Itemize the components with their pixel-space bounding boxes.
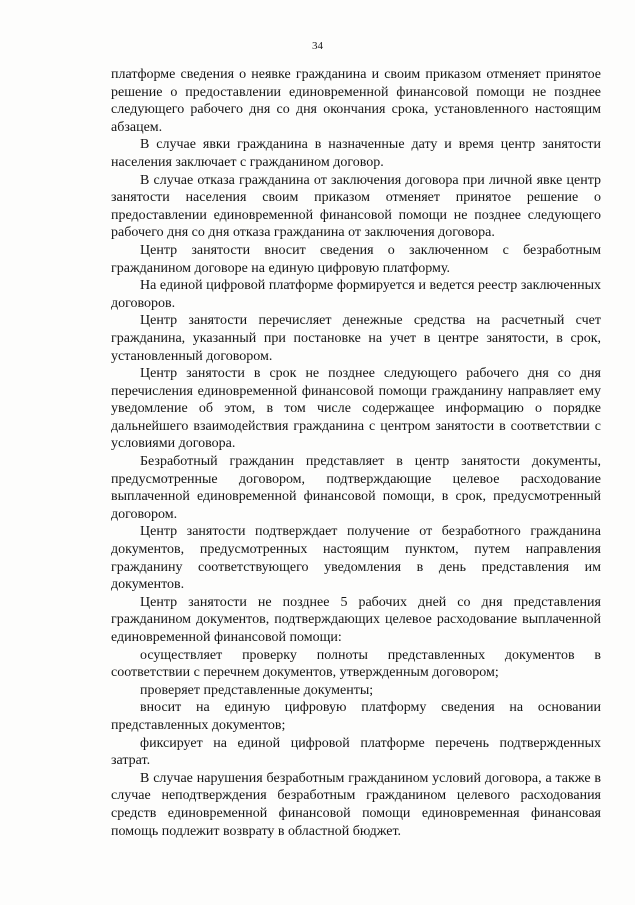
document-body — [111, 66, 601, 840]
list-item: фиксирует на единой цифровой платформе перечень подтвержденных затрат. — [111, 735, 601, 769]
paragraph: На единой цифровой платформе формируется и ведется реестр заключенных договоров. — [111, 278, 601, 311]
paragraph: Центр занятости в срок не позднее следующего рабочего дня со дня перечисления единовременной финансовой помощи гражданину направляет ему уведомление об этом, в том числе содержащее информацию о порядке дальнейшего взаимодействия гражданина с центром занятости в соответствии с условиями договора. — [111, 366, 601, 452]
paragraph: В случае нарушения безработным гражданином условий договора, а также в случае неподтверждения безработным гражданином целевого расходования средств единовременной финансовой помощи единовременная финансовая помощь подлежит возврату в областной бюджет. — [111, 770, 601, 839]
paragraph: В случае явки гражданина в назначенные дату и время центр занятости населения заключает с гражданином договор. — [111, 137, 601, 170]
paragraph: Безработный гражданин представляет в центр занятости документы, предусмотренные договором, подтверждающие целевое расходование выплаченной единовременной финансовой помощи, в срок, предусмотренный договором. — [111, 454, 601, 522]
list-item: вносит на единую цифровую платформу сведения на основании представленных документов; — [111, 700, 601, 733]
page-number: 34 — [312, 40, 323, 52]
paragraph: Центр занятости вносит сведения о заключенном с безработным гражданином договоре на единую цифровую платформу. — [111, 242, 601, 276]
paragraph: Центр занятости перечисляет денежные средства на расчетный счет гражданина, указанный при постановке на учет в центре занятости, в срок, установленный договором. — [111, 313, 601, 364]
paragraph-continuation: платформе сведения о неявке гражданина и своим приказом отменяет принятое решение о предоставлении единовременной финансовой помощи не позднее следующего рабочего дня со дня окончания срока, установленного настоящим абзацем. — [111, 67, 601, 135]
paragraph: В случае отказа гражданина от заключения договора при личной явке центр занятости населения своим приказом отменяет принятое решение о предоставлении единовременной финансовой помощи не позднее следующего рабочего дня со дня отказа гражданина от заключения договора. — [111, 172, 601, 241]
paragraph: Центр занятости подтверждает получение от безработного гражданина документов, предусмотренных настоящим пунктом, путем направления гражданину соответствующего уведомления в день представления им документов. — [111, 524, 601, 593]
paragraph: Центр занятости не позднее 5 рабочих дней со дня представления гражданином документов, подтверждающих целевое расходование выплаченной единовременной финансовой помощи: — [111, 594, 601, 645]
list-item: проверяет представленные документы; — [140, 682, 374, 698]
list-item: осуществляет проверку полноты представленных документов в соответствии с перечнем документов, утвержденным договором; — [111, 647, 601, 681]
